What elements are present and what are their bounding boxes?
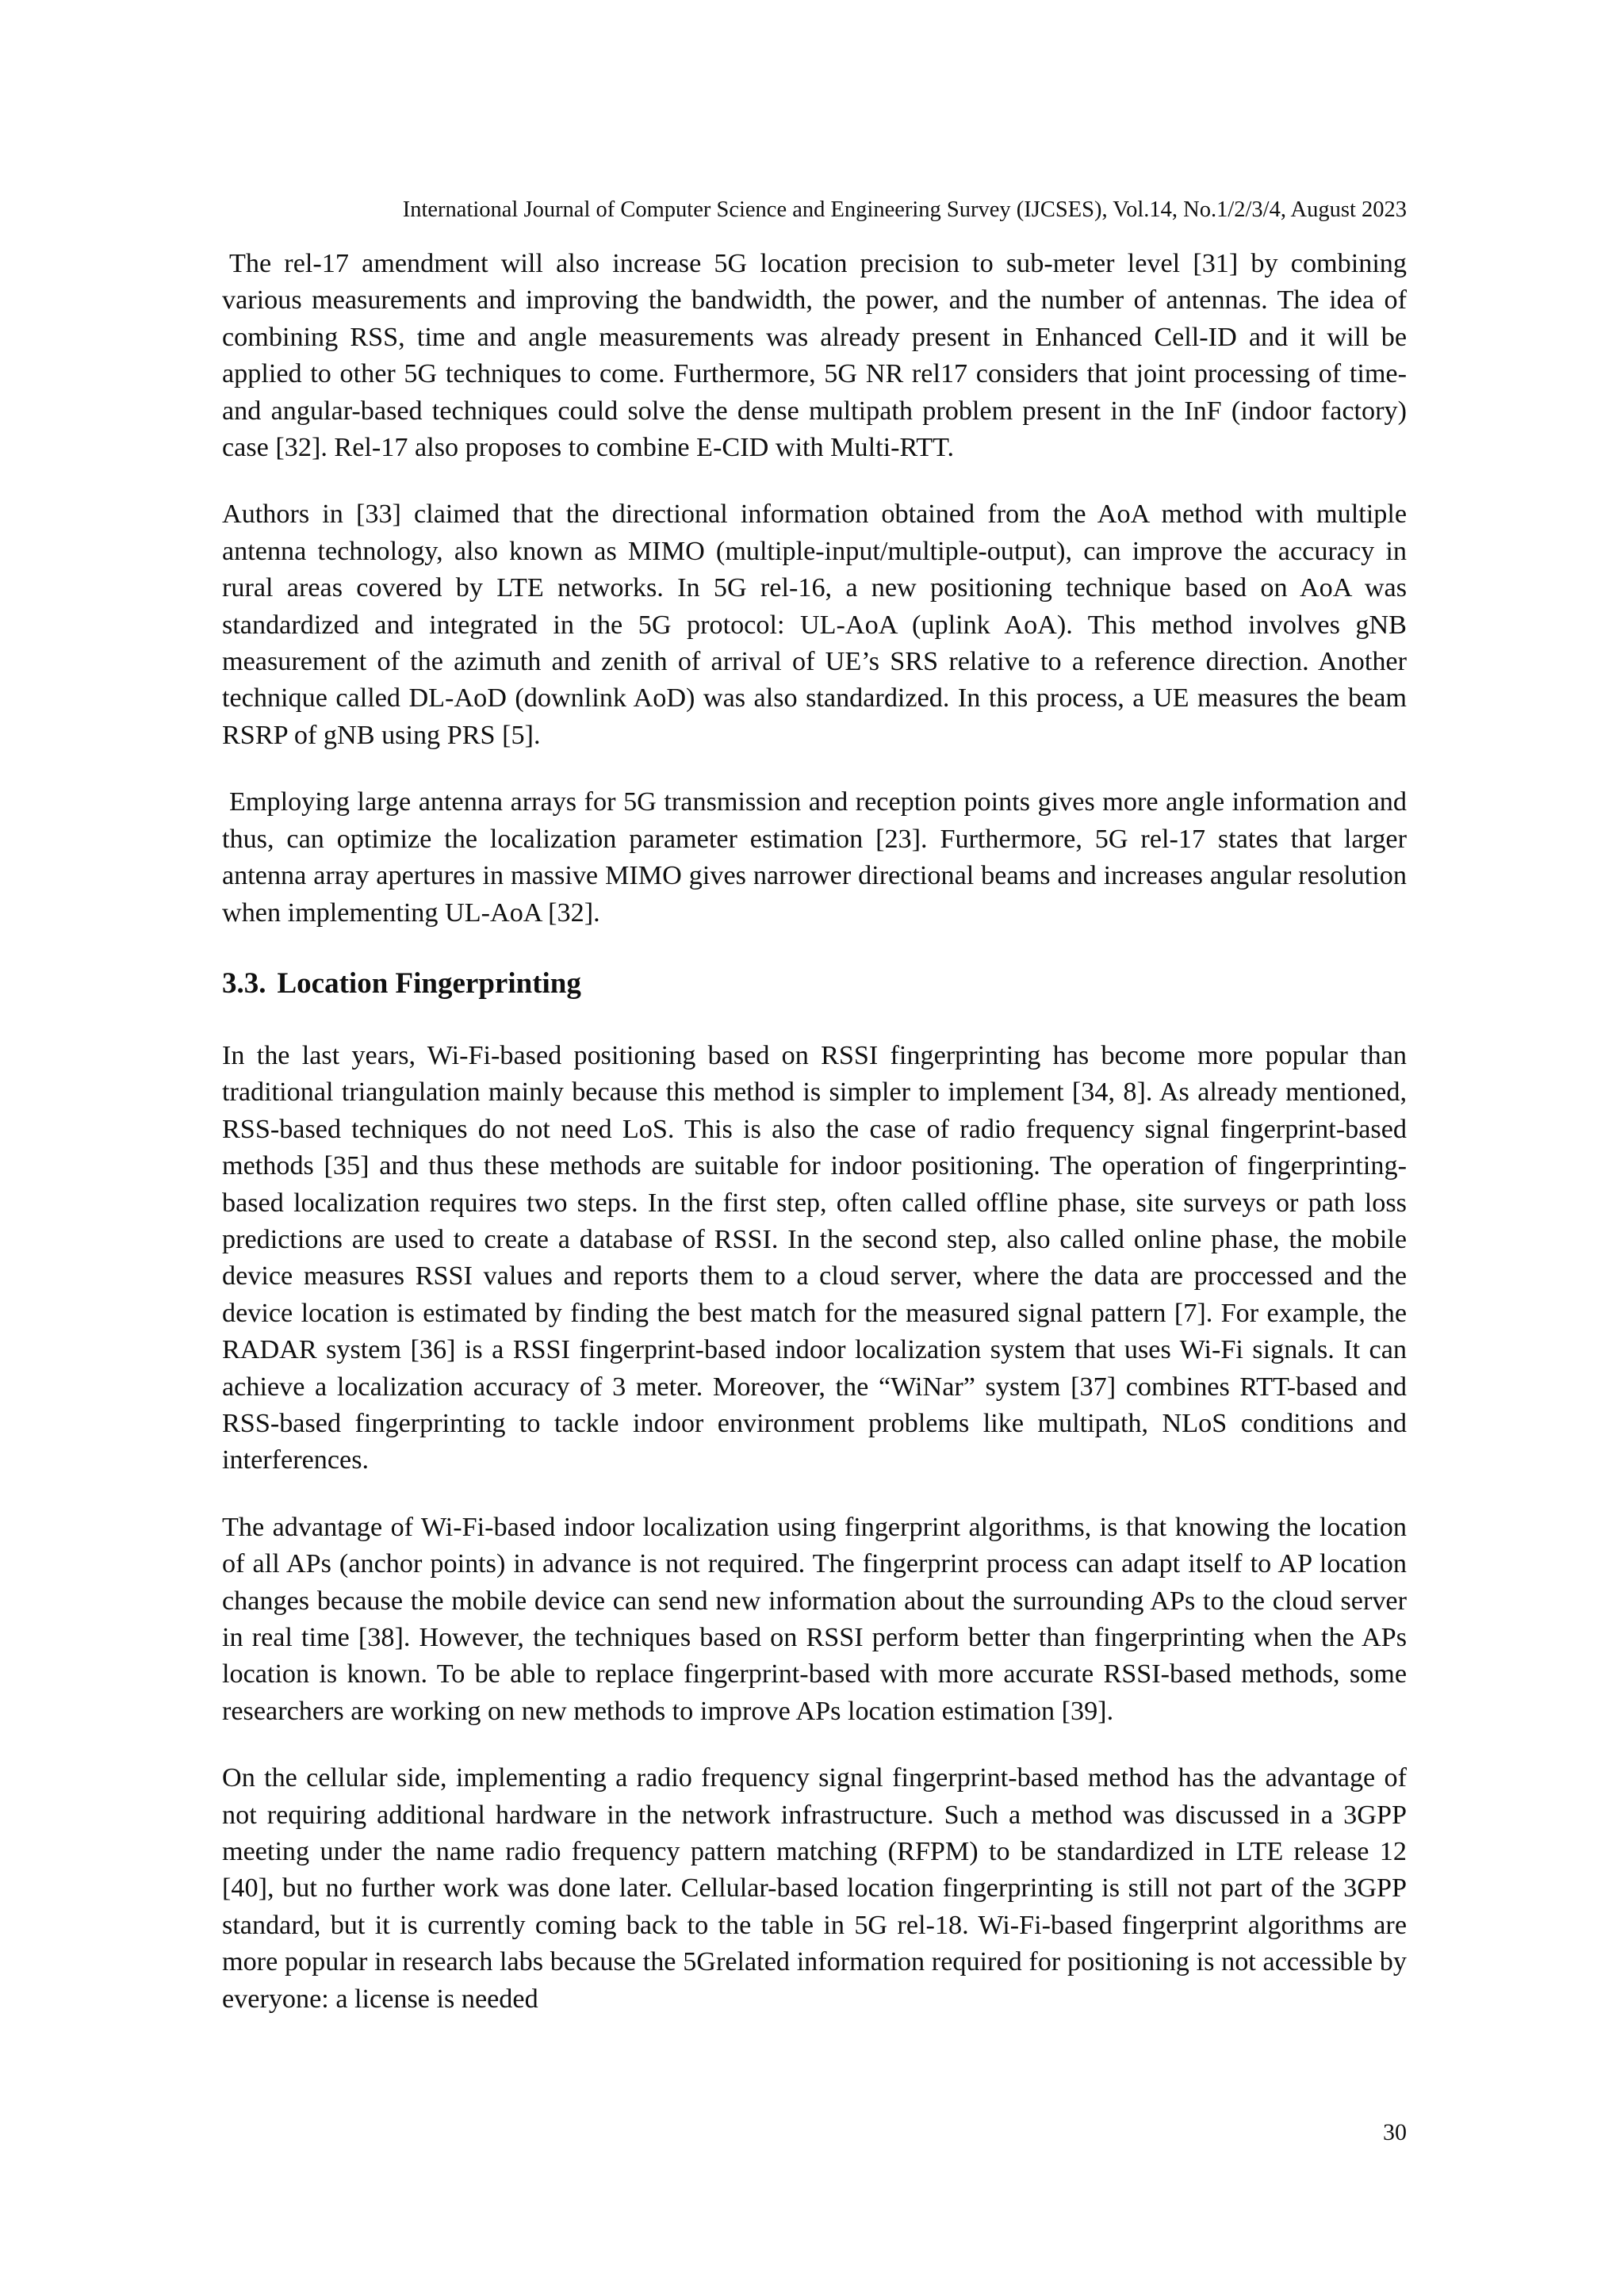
- paragraph-fingerprint-advantage: The advantage of Wi-Fi-based indoor localization using fingerprint algorithms, is that knowing the location of all APs (anchor points) in advance is not required. The fingerprint process can adapt itself to AP location changes because the mobile device can send new information about the surrounding APs to the cloud server in real time [38]. However, the techniques based on RSSI perform better than fingerprinting when the APs location is known. To be able to replace fingerprint-based with more accurate RSSI-based methods, some researchers are working on new methods to improve APs location estimation [39].: [222, 1512, 1407, 1726]
- paragraph-wifi-fingerprinting: In the last years, Wi-Fi-based positioning based on RSSI fingerprinting has become more popular than traditional triangulation mainly because this method is simpler to implement [34, 8]. As already mentioned, RSS-based techniques do not need LoS. This is also the case of radio frequency signal fingerprint-based methods [35] and thus these methods are suitable for indoor positioning. The operation of fingerprinting-based localization requires two steps. In the first step, often called offline phase, site surveys or path loss predictions are used to create a database of RSSI. In the second step, also called online phase, the mobile device measures RSSI values and reports them to a cloud server, where the data are proccessed and the device location is estimated by finding the best match for the measured signal pattern [7]. For example, the RADAR system [36] is a RSSI fingerprint-based indoor localization system that uses Wi-Fi signals. It can achieve a localization accuracy of 3 meter. Moreover, the “WiNar” system [37] combines RTT-based and RSS-based fingerprinting to tackle indoor environment problems like multipath, NLoS conditions and interferences.: [222, 1040, 1407, 1475]
- section-heading: [222, 965, 1407, 1003]
- section-number: 3.3.: [222, 966, 266, 1000]
- running-header: International Journal of Computer Science and Engineering Survey (IJCSES), Vol.14, No.1/2/3/4, August 2023: [402, 197, 1407, 222]
- paragraph-rel17-precision: The rel-17 amendment will also increase 5G location precision to sub-meter level [31] by combining various measurements and improving the bandwidth, the power, and the number of antennas. The idea of combining RSS, time and angle measurements was already present in Enhanced Cell-ID and it will be applied to other 5G techniques to come. Furthermore, 5G NR rel17 considers that joint processing of time-and angular-based techniques could solve the dense multipath problem present in the InF (indoor factory) case [32]. Rel-17 also proposes to combine E-CID with Multi-RTT.: [222, 249, 1407, 463]
- paragraph-aoa-mimo: Authors in [33] claimed that the directional information obtained from the AoA method with multiple antenna technology, also known as MIMO (multiple-input/multiple-output), can improve the accuracy in rural areas covered by LTE networks. In 5G rel-16, a new positioning technique based on AoA was standardized and integrated in the 5G protocol: UL-AoA (uplink AoA). This method involves gNB measurement of the azimuth and zenith of arrival of UE’s SRS relative to a reference direction. Another technique called DL-AoD (downlink AoD) was also standardized. In this process, a UE measures the beam RSRP of gNB using PRS [5].: [222, 499, 1407, 750]
- page-number: 30: [1383, 2119, 1407, 2145]
- section-title: Location Fingerprinting: [277, 966, 581, 1000]
- paragraph-cellular-fingerprinting: On the cellular side, implementing a radio frequency signal fingerprint-based method has the advantage of not requiring additional hardware in the network infrastructure. Such a method was discussed in a 3GPP meeting under the name radio frequency pattern matching (RFPM) to be standardized in LTE release 12 [40], but no further work was done later. Cellular-based location fingerprinting is still not part of the 3GPP standard, but it is currently coming back to the table in 5G rel-18. Wi-Fi-based fingerprint algorithms are more popular in research labs because the 5Grelated information required for positioning is not accessible by everyone: a license is needed: [222, 1763, 1407, 2014]
- body-text: [222, 246, 1407, 2048]
- paragraph-antenna-arrays: Employing large antenna arrays for 5G transmission and reception points gives more angle information and thus, can optimize the localization parameter estimation [23]. Furthermore, 5G rel-17 states that larger antenna array apertures in massive MIMO gives narrower directional beams and increases angular resolution when implementing UL-AoA [32].: [222, 787, 1407, 928]
